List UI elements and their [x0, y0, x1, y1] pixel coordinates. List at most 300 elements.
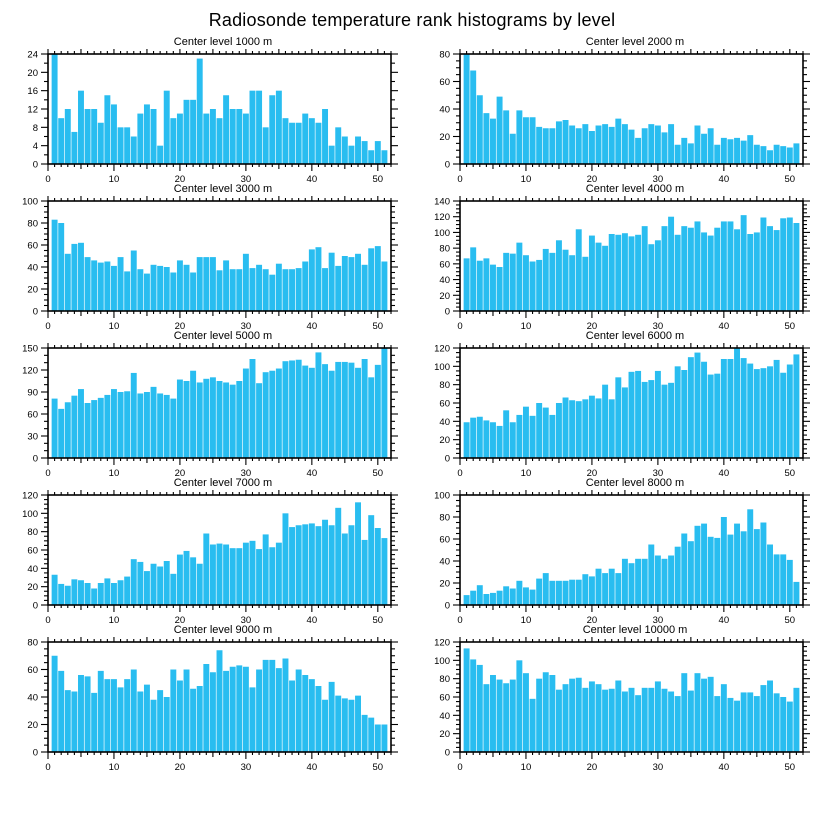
- histogram-bar: [322, 520, 328, 605]
- histogram-bar: [760, 685, 766, 752]
- histogram-bar: [602, 246, 608, 311]
- histogram-bar: [523, 407, 529, 458]
- histogram-bar: [622, 124, 628, 164]
- histogram-bar: [662, 132, 668, 164]
- histogram-bar: [131, 251, 137, 312]
- histogram-bar: [52, 656, 58, 752]
- histogram-bar: [609, 689, 615, 752]
- histogram-bar: [727, 139, 733, 164]
- histogram-bar: [510, 134, 516, 164]
- tick-label: 20: [174, 615, 186, 624]
- chart-title: Center level 8000 m: [585, 477, 685, 489]
- histogram-bar: [329, 371, 335, 458]
- tick-label: 80: [439, 49, 450, 61]
- chart-cell-5: [0, 330, 412, 477]
- histogram-bar: [355, 254, 361, 311]
- histogram-bar: [315, 686, 321, 752]
- tick-label: 120: [434, 343, 450, 355]
- histogram-bar: [164, 395, 170, 458]
- histogram-bar: [289, 527, 295, 605]
- histogram-bar: [464, 422, 470, 458]
- histogram-bar: [490, 422, 496, 458]
- histogram-bar: [694, 526, 700, 605]
- histogram-bar: [184, 670, 190, 753]
- histogram-bar: [596, 243, 602, 311]
- histogram-bar: [688, 691, 694, 752]
- histogram-bar: [190, 273, 196, 312]
- tick-label: 80: [439, 512, 450, 524]
- tick-label: 40: [718, 762, 730, 771]
- histogram-bar: [787, 702, 793, 752]
- histogram-bar: [721, 221, 727, 311]
- histogram-bar: [104, 578, 110, 605]
- histogram-bar: [282, 513, 288, 605]
- histogram-bar: [362, 540, 368, 605]
- chart-cell-3: [0, 183, 412, 330]
- histogram-bar: [675, 696, 681, 752]
- histogram-bar: [563, 250, 569, 311]
- tick-label: 50: [784, 615, 796, 624]
- histogram-bar: [263, 127, 269, 164]
- histogram-bar: [629, 563, 635, 605]
- tick-label: 0: [32, 747, 38, 759]
- histogram-bar: [497, 591, 503, 605]
- histogram-plot-7: [0, 490, 412, 624]
- tick-label: 140: [434, 196, 450, 208]
- histogram-bar: [576, 128, 582, 164]
- histogram-bar: [503, 586, 509, 605]
- histogram-bar: [556, 581, 562, 605]
- histogram-bar: [655, 556, 661, 606]
- histogram-bar: [701, 232, 707, 311]
- histogram-bar: [157, 266, 163, 311]
- tick-label: 30: [240, 615, 252, 624]
- histogram-bar: [250, 541, 256, 605]
- histogram-bar: [368, 718, 374, 752]
- histogram-bar: [681, 226, 687, 311]
- histogram-bar: [223, 671, 229, 752]
- histogram-bar: [464, 54, 470, 164]
- histogram-bar: [65, 586, 71, 605]
- histogram-bar: [549, 415, 555, 458]
- histogram-bar: [342, 137, 348, 165]
- histogram-bar: [111, 266, 117, 311]
- histogram-bar: [230, 548, 236, 605]
- histogram-bar: [563, 684, 569, 752]
- tick-label: 10: [108, 762, 120, 771]
- histogram-bar: [184, 551, 190, 605]
- tick-label: 40: [306, 174, 318, 183]
- histogram-bar: [269, 660, 275, 752]
- histogram-bar: [780, 146, 786, 164]
- tick-label: 0: [457, 762, 463, 771]
- histogram-bar: [754, 696, 760, 752]
- tick-label: 40: [306, 468, 318, 477]
- chart-cell-8: [412, 477, 824, 624]
- tick-label: 10: [520, 321, 532, 330]
- histogram-bar: [151, 387, 157, 458]
- histogram-bar: [58, 118, 64, 164]
- histogram-bar: [714, 696, 720, 752]
- histogram-bar: [250, 359, 256, 458]
- histogram-bar: [362, 359, 368, 458]
- histogram-bar: [190, 100, 196, 164]
- histogram-bar: [256, 383, 262, 458]
- histogram-bar: [543, 672, 549, 752]
- histogram-bar: [104, 95, 110, 164]
- tick-label: 40: [718, 468, 730, 477]
- histogram-bar: [309, 118, 315, 164]
- tick-label: 60: [439, 77, 450, 88]
- histogram-bar: [648, 380, 654, 458]
- histogram-bar: [276, 91, 282, 164]
- histogram-bar: [296, 123, 302, 164]
- histogram-bar: [609, 569, 615, 605]
- histogram-bar: [569, 126, 575, 165]
- tick-label: 0: [444, 600, 450, 612]
- tick-label: 30: [652, 174, 664, 183]
- histogram-bar: [315, 352, 321, 458]
- histogram-bar: [131, 559, 137, 605]
- histogram-bar: [563, 581, 569, 605]
- histogram-bar: [556, 403, 562, 458]
- histogram-bar: [131, 373, 137, 458]
- tick-label: 20: [174, 762, 186, 771]
- histogram-bar: [217, 381, 223, 458]
- histogram-bar: [576, 678, 582, 752]
- histogram-bar: [563, 120, 569, 164]
- histogram-bar: [269, 275, 275, 311]
- histogram-bar: [477, 585, 483, 605]
- histogram-bar: [309, 249, 315, 311]
- histogram-bar: [629, 236, 635, 311]
- tick-label: 100: [434, 655, 450, 667]
- histogram-bar: [71, 244, 77, 311]
- histogram-bar: [65, 402, 71, 458]
- histogram-bar: [582, 257, 588, 311]
- chart-title: Center level 1000 m: [173, 36, 273, 48]
- histogram-bar: [741, 358, 747, 458]
- tick-label: 0: [457, 321, 463, 330]
- tick-label: 20: [586, 174, 598, 183]
- histogram-bar: [342, 256, 348, 311]
- tick-label: 0: [457, 468, 463, 477]
- histogram-bar: [98, 123, 104, 164]
- tick-label: 50: [784, 762, 796, 771]
- histogram-bar: [655, 126, 661, 165]
- histogram-bar: [530, 699, 536, 752]
- histogram-bar: [503, 683, 509, 752]
- tick-label: 40: [306, 321, 318, 330]
- histogram-bar: [355, 368, 361, 458]
- histogram-bar: [701, 134, 707, 164]
- histogram-bar: [615, 681, 621, 753]
- histogram-bar: [668, 556, 674, 606]
- histogram-bar: [217, 544, 223, 605]
- histogram-bar: [85, 257, 91, 311]
- histogram-bar: [348, 363, 354, 458]
- histogram-bar: [322, 364, 328, 458]
- tick-label: 150: [22, 343, 38, 355]
- histogram-bar: [65, 690, 71, 752]
- histogram-bar: [164, 267, 170, 311]
- histogram-bar: [177, 380, 183, 458]
- histogram-bar: [694, 126, 700, 165]
- histogram-bar: [104, 262, 110, 312]
- histogram-bar: [477, 417, 483, 458]
- histogram-bar: [589, 576, 595, 605]
- histogram-bar: [223, 260, 229, 311]
- histogram-bar: [549, 128, 555, 164]
- tick-label: 10: [520, 468, 532, 477]
- histogram-bar: [184, 265, 190, 311]
- histogram-bar: [289, 681, 295, 753]
- histogram-bar: [124, 271, 130, 311]
- histogram-bar: [177, 260, 183, 311]
- histogram-bar: [263, 660, 269, 752]
- histogram-bar: [309, 368, 315, 458]
- tick-label: 0: [45, 762, 51, 771]
- histogram-bar: [694, 221, 700, 311]
- histogram-bar: [497, 267, 503, 311]
- tick-label: 10: [108, 615, 120, 624]
- tick-label: 60: [439, 398, 450, 410]
- histogram-bar: [622, 233, 628, 311]
- histogram-plot-5: [0, 343, 412, 477]
- histogram-bar: [483, 258, 489, 311]
- histogram-bar: [582, 399, 588, 458]
- histogram-bar: [223, 382, 229, 458]
- histogram-bar: [296, 360, 302, 458]
- histogram-bar: [516, 415, 522, 458]
- histogram-bar: [302, 114, 308, 164]
- tick-label: 40: [718, 321, 730, 330]
- histogram-bar: [543, 408, 549, 458]
- histogram-bar: [589, 396, 595, 458]
- tick-label: 0: [457, 174, 463, 183]
- tick-label: 80: [439, 380, 450, 392]
- histogram-bar: [124, 127, 130, 164]
- histogram-bar: [203, 257, 209, 311]
- histogram-bar: [780, 554, 786, 605]
- histogram-bar: [335, 127, 341, 164]
- histogram-bar: [741, 141, 747, 164]
- histogram-bar: [681, 673, 687, 752]
- histogram-bar: [681, 534, 687, 606]
- tick-label: 0: [444, 306, 450, 318]
- histogram-bar: [269, 547, 275, 605]
- tick-label: 40: [718, 174, 730, 183]
- histogram-bar: [556, 240, 562, 311]
- histogram-bar: [375, 246, 381, 311]
- tick-label: 40: [439, 416, 450, 428]
- histogram-bar: [523, 255, 529, 311]
- histogram-bar: [263, 372, 269, 458]
- histogram-bar: [276, 264, 282, 311]
- histogram-bar: [629, 130, 635, 164]
- tick-label: 0: [45, 174, 51, 183]
- histogram-bar: [596, 684, 602, 752]
- histogram-bar: [662, 559, 668, 605]
- histogram-bar: [523, 587, 529, 605]
- histogram-bar: [52, 399, 58, 458]
- histogram-bar: [111, 583, 117, 605]
- histogram-plot-9: [0, 637, 412, 771]
- histogram-bar: [721, 684, 727, 752]
- histogram-bar: [563, 398, 569, 459]
- histogram-plot-6: [412, 343, 824, 477]
- histogram-bar: [662, 226, 668, 311]
- histogram-bar: [236, 665, 242, 752]
- tick-label: 20: [586, 321, 598, 330]
- histogram-bar: [721, 138, 727, 164]
- chart-title: Center level 3000 m: [173, 183, 273, 195]
- histogram-bar: [282, 269, 288, 311]
- histogram-bar: [362, 715, 368, 752]
- histogram-bar: [543, 249, 549, 311]
- histogram-bar: [793, 354, 799, 458]
- histogram-bar: [71, 579, 77, 605]
- histogram-bar: [250, 91, 256, 164]
- tick-label: 50: [784, 174, 796, 183]
- histogram-bar: [256, 549, 262, 605]
- histogram-bar: [78, 91, 84, 164]
- histogram-bar: [549, 253, 555, 311]
- histogram-bar: [642, 226, 648, 311]
- tick-label: 10: [108, 468, 120, 477]
- tick-label: 0: [45, 468, 51, 477]
- tick-label: 10: [108, 321, 120, 330]
- tick-label: 120: [434, 637, 450, 649]
- histogram-bar: [348, 257, 354, 311]
- histogram-bar: [497, 680, 503, 752]
- histogram-bar: [576, 401, 582, 458]
- histogram-bar: [477, 665, 483, 752]
- histogram-bar: [609, 127, 615, 164]
- tick-label: 20: [27, 67, 38, 79]
- histogram-bar: [734, 138, 740, 164]
- histogram-bar: [589, 236, 595, 311]
- histogram-bar: [754, 529, 760, 605]
- histogram-bar: [681, 370, 687, 458]
- histogram-bar: [793, 143, 799, 164]
- histogram-bar: [282, 659, 288, 753]
- histogram-bar: [164, 561, 170, 605]
- tick-label: 30: [652, 321, 664, 330]
- histogram-bar: [329, 253, 335, 311]
- histogram-bar: [381, 262, 387, 312]
- histogram-bar: [65, 109, 71, 164]
- histogram-bar: [118, 127, 124, 164]
- histogram-bar: [576, 229, 582, 311]
- tick-label: 120: [434, 212, 450, 224]
- histogram-bar: [668, 692, 674, 753]
- histogram-bar: [767, 545, 773, 606]
- histogram-bar: [296, 268, 302, 311]
- histogram-bar: [124, 679, 130, 752]
- histogram-bar: [734, 348, 740, 458]
- tick-label: 0: [32, 600, 38, 612]
- tick-label: 12: [27, 104, 38, 116]
- histogram-bar: [111, 679, 117, 752]
- histogram-bar: [635, 559, 641, 605]
- histogram-bar: [668, 124, 674, 164]
- histogram-bar: [655, 371, 661, 458]
- histogram-bar: [256, 91, 262, 164]
- histogram-bar: [662, 689, 668, 752]
- histogram-plot-2: [412, 49, 824, 183]
- histogram-bar: [642, 382, 648, 458]
- histogram-bar: [137, 692, 143, 753]
- tick-label: 80: [27, 637, 38, 649]
- histogram-plot-4: [412, 196, 824, 330]
- histogram-bar: [322, 109, 328, 164]
- histogram-bar: [256, 265, 262, 311]
- histogram-bar: [708, 236, 714, 311]
- histogram-bar: [78, 675, 84, 752]
- tick-label: 60: [27, 545, 38, 557]
- tick-label: 0: [444, 747, 450, 759]
- histogram-bar: [530, 117, 536, 164]
- histogram-bar: [497, 97, 503, 164]
- histogram-bar: [767, 681, 773, 753]
- tick-label: 0: [32, 159, 38, 171]
- histogram-bar: [322, 268, 328, 311]
- tick-label: 4: [32, 141, 38, 153]
- histogram-bar: [648, 124, 654, 164]
- histogram-bar: [747, 364, 753, 458]
- histogram-bar: [335, 696, 341, 752]
- histogram-bar: [530, 416, 536, 458]
- tick-label: 60: [27, 665, 38, 676]
- histogram-bar: [368, 150, 374, 164]
- histogram-bar: [503, 410, 509, 458]
- histogram-bar: [85, 676, 91, 752]
- histogram-bar: [754, 369, 760, 458]
- histogram-bar: [263, 534, 269, 605]
- histogram-bar: [569, 679, 575, 752]
- histogram-bar: [151, 564, 157, 605]
- histogram-bar: [91, 589, 97, 606]
- histogram-bar: [375, 528, 381, 605]
- histogram-bar: [543, 573, 549, 605]
- histogram-bar: [602, 690, 608, 752]
- tick-label: 80: [439, 243, 450, 255]
- histogram-bar: [282, 361, 288, 458]
- histogram-bar: [104, 679, 110, 752]
- tick-label: 20: [439, 435, 450, 447]
- histogram-bar: [536, 260, 542, 311]
- histogram-bar: [470, 71, 476, 165]
- histogram-bar: [289, 360, 295, 458]
- histogram-bar: [375, 141, 381, 164]
- chart-cell-2: [412, 36, 824, 183]
- histogram-bar: [510, 680, 516, 752]
- histogram-bar: [243, 543, 249, 605]
- histogram-bar: [203, 664, 209, 752]
- tick-label: 50: [372, 174, 384, 183]
- tick-label: 60: [439, 259, 450, 271]
- chart-cell-9: [0, 624, 412, 771]
- chart-title: Center level 5000 m: [173, 330, 273, 342]
- histogram-bar: [483, 594, 489, 605]
- histogram-bar: [536, 403, 542, 458]
- histogram-bar: [151, 109, 157, 164]
- chart-cell-4: [412, 183, 824, 330]
- histogram-bar: [516, 110, 522, 164]
- histogram-bar: [483, 420, 489, 458]
- histogram-bar: [767, 150, 773, 164]
